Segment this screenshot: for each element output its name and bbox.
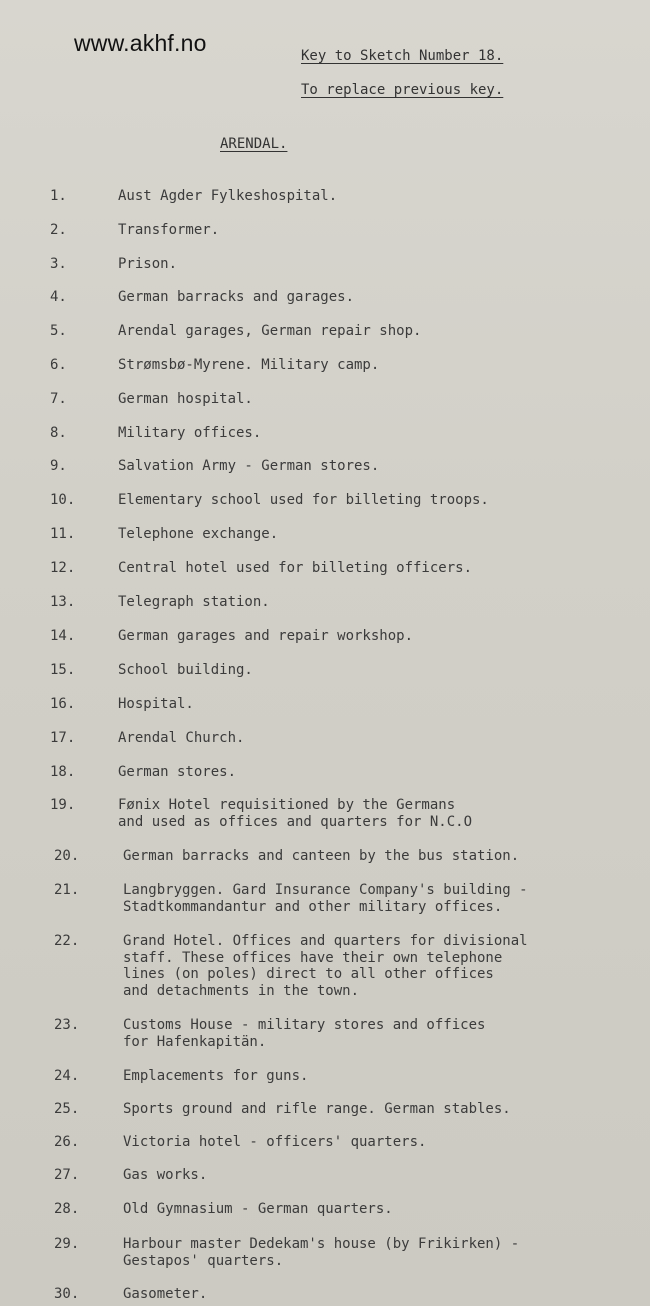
- item-text: Victoria hotel - officers' quarters.: [123, 1134, 427, 1150]
- item-number: 21.: [54, 882, 80, 898]
- item-text: Telephone exchange.: [118, 526, 279, 542]
- item-text: Harbour master Dedekam's house (by Frikirken) - Gestapos' quarters.: [123, 1236, 520, 1269]
- item-number: 4.: [50, 289, 67, 305]
- item-text: Grand Hotel. Offices and quarters for divisional staff. These offices have their own telephone lines (on poles) direct to all other offices and detachments in the town.: [123, 933, 528, 999]
- item-text: Emplacements for guns.: [123, 1068, 309, 1084]
- item-text: Central hotel used for billeting officers.: [118, 560, 473, 576]
- key-subtitle: To replace previous key.: [301, 82, 504, 98]
- item-number: 3.: [50, 256, 67, 272]
- item-text: Hospital.: [118, 696, 194, 712]
- item-text: Transformer.: [118, 222, 220, 238]
- item-number: 6.: [50, 357, 67, 373]
- item-number: 9.: [50, 458, 67, 474]
- item-number: 8.: [50, 425, 67, 441]
- item-text: Elementary school used for billeting troops.: [118, 492, 489, 508]
- item-number: 30.: [54, 1286, 80, 1302]
- item-number: 15.: [50, 662, 76, 678]
- item-text: German hospital.: [118, 391, 253, 407]
- item-text: Gasometer.: [123, 1286, 208, 1302]
- item-text: Prison.: [118, 256, 178, 272]
- item-number: 28.: [54, 1201, 80, 1217]
- item-number: 29.: [54, 1236, 80, 1252]
- item-number: 22.: [54, 933, 80, 949]
- item-text: Aust Agder Fylkeshospital.: [118, 188, 338, 204]
- item-number: 26.: [54, 1134, 80, 1150]
- item-number: 17.: [50, 730, 76, 746]
- item-number: 11.: [50, 526, 76, 542]
- place-heading: ARENDAL.: [220, 136, 288, 152]
- key-title: Key to Sketch Number 18.: [301, 48, 504, 64]
- item-text: German barracks and canteen by the bus station.: [123, 848, 520, 864]
- item-number: 18.: [50, 764, 76, 780]
- item-text: Fønix Hotel requisitioned by the Germans and used as offices and quarters for N.C.O: [118, 797, 473, 830]
- item-number: 19.: [50, 797, 76, 813]
- item-number: 10.: [50, 492, 76, 508]
- item-text: German barracks and garages.: [118, 289, 355, 305]
- item-number: 14.: [50, 628, 76, 644]
- item-text: School building.: [118, 662, 253, 678]
- item-number: 7.: [50, 391, 67, 407]
- item-text: German stores.: [118, 764, 237, 780]
- item-text: Strømsbø-Myrene. Military camp.: [118, 357, 380, 373]
- item-number: 13.: [50, 594, 76, 610]
- item-text: Sports ground and rifle range. German stables.: [123, 1101, 511, 1117]
- item-text: Gas works.: [123, 1167, 208, 1183]
- item-text: Old Gymnasium - German quarters.: [123, 1201, 393, 1217]
- item-text: Salvation Army - German stores.: [118, 458, 380, 474]
- watermark-url: www.akhf.no: [74, 30, 207, 56]
- item-number: 27.: [54, 1167, 80, 1183]
- item-number: 25.: [54, 1101, 80, 1117]
- item-number: 1.: [50, 188, 67, 204]
- item-text: Customs House - military stores and offices for Hafenkapitän.: [123, 1017, 486, 1050]
- item-number: 20.: [54, 848, 80, 864]
- item-text: Arendal garages, German repair shop.: [118, 323, 422, 339]
- item-text: Military offices.: [118, 425, 262, 441]
- item-number: 23.: [54, 1017, 80, 1033]
- item-text: Langbryggen. Gard Insurance Company's building - Stadtkommandantur and other military offices.: [123, 882, 528, 915]
- item-text: Arendal Church.: [118, 730, 245, 746]
- item-number: 12.: [50, 560, 76, 576]
- item-number: 24.: [54, 1068, 80, 1084]
- item-number: 16.: [50, 696, 76, 712]
- item-number: 5.: [50, 323, 67, 339]
- item-text: German garages and repair workshop.: [118, 628, 414, 644]
- item-number: 2.: [50, 222, 67, 238]
- item-text: Telegraph station.: [118, 594, 270, 610]
